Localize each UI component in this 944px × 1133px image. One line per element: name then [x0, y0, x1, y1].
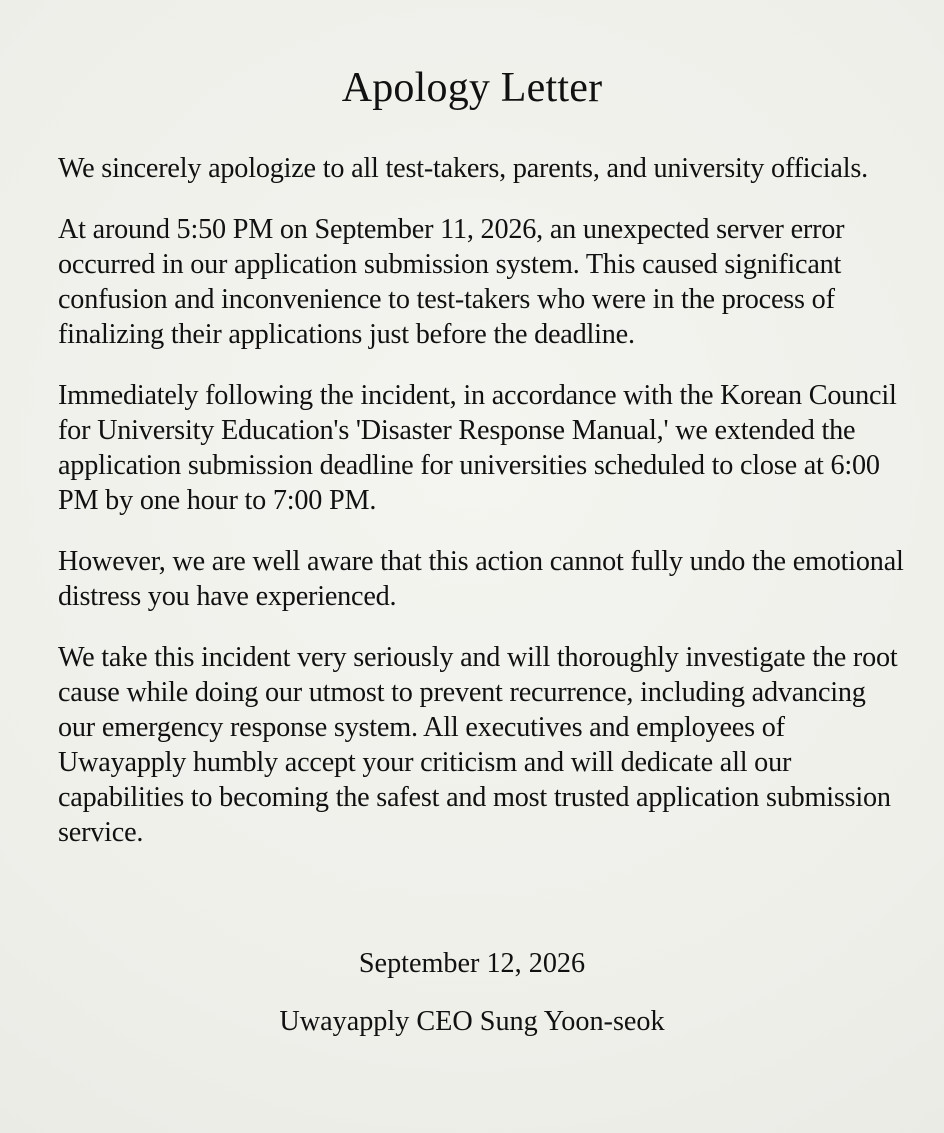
letter-signature: Uwayapply CEO Sung Yoon-seok	[279, 1006, 665, 1037]
letter-date: September 12, 2026	[358, 948, 586, 979]
letter-title: Apology Letter	[341, 65, 603, 111]
letter-body	[58, 151, 908, 876]
paragraph-apology: We sincerely apologize to all test-takers, parents, and university officials.	[58, 153, 868, 184]
paragraph-acknowledgement: However, we are well aware that this action cannot fully undo the emotional distress you have experienced.	[58, 546, 904, 612]
paragraph-response: Immediately following the incident, in accordance with the Korean Council for University Education's 'Disaster Response Manual,' we extended the application submission deadline for universities scheduled to close at 6:00 PM by one hour to 7:00 PM.	[58, 380, 897, 516]
paragraph-incident: At around 5:50 PM on September 11, 2026, an unexpected server error occurred in our application submission system. This caused significant confusion and inconvenience to test-takers who were in the process of finalizing their applications just before the deadline.	[58, 214, 845, 350]
paragraph-commitment: We take this incident very seriously and will thoroughly investigate the root cause while doing our utmost to prevent recurrence, including advancing our emergency response system. All executives and employees of Uwayapply humbly accept your criticism and will dedicate all our capabilities to becoming the safest and most trusted application submission service.	[58, 642, 898, 848]
